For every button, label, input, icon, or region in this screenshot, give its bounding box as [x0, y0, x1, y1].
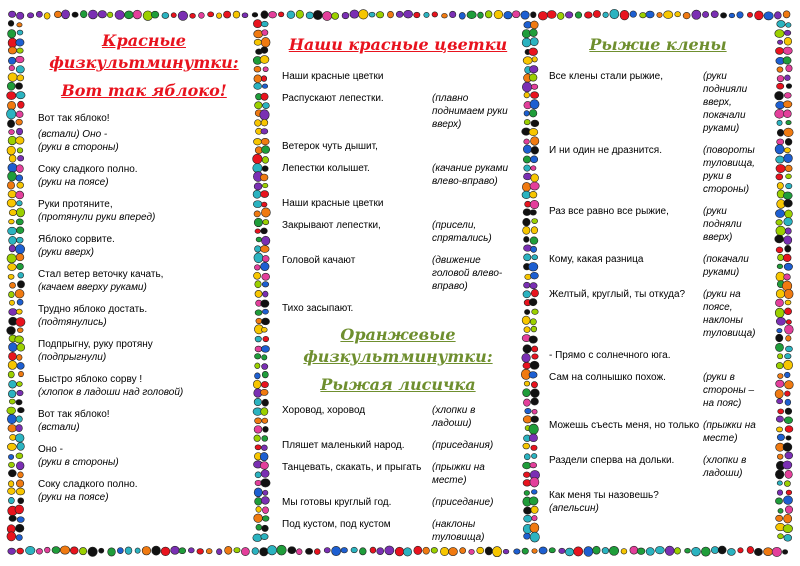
verse-line: Наши красные цветки — [282, 198, 384, 209]
verse-line: Соку сладкого полно. (руки на поясе) — [38, 479, 138, 503]
verse-line: Распускают лепестки. (плавно поднимаем руки вверх) — [282, 93, 508, 130]
column-red-flowers — [282, 30, 514, 553]
verse-line: Сам на солнышко похож. (руки в стороны – на пояс) — [549, 372, 755, 409]
verse-line: Вот так яблоко! (встали) — [38, 409, 110, 433]
verse-line: Подпрыгну, руку протяну (подпрыгнули) — [38, 339, 153, 363]
column-red-apple — [38, 30, 250, 513]
verse-line: Пляшет маленький народ. (приседания) — [282, 440, 494, 451]
verse-line: Как меня ты назовешь? (апельсин) — [549, 490, 659, 514]
poem-title-fox: Рыжая лисичка — [320, 375, 476, 394]
verse-line: Лепестки колышет. (качание руками влево-вправо) — [282, 163, 509, 187]
verse-line: Быстро яблоко сорву ! (хлопок в ладоши над головой) — [38, 374, 184, 398]
verse-line: Танцевать, скакать, и прыгать (прыжки на месте) — [282, 462, 485, 486]
verse-line: Кому, какая разница (покачали руками) — [549, 254, 749, 278]
verse-line: Ветерок чуть дышит, — [282, 141, 378, 152]
column-red-maples — [549, 30, 767, 524]
verse-line: (встали) Оно - (руки в стороны) — [38, 129, 119, 153]
verse-line: Можешь съесть меня, но только (прыжки на месте) — [549, 420, 756, 444]
verse-line: Под кустом, под кустом (наклоны туловища) — [282, 519, 485, 543]
verse-line: Вот так яблоко! — [38, 113, 110, 124]
verse-line: Трудно яблоко достать. (подтянулись) — [38, 304, 148, 328]
verse-line: Оно - (руки в стороны) — [38, 444, 119, 468]
verse-line: - Прямо с солнечного юга. — [549, 350, 671, 361]
verse-line: Раз все равно все рыжие, (руки подняли вверх) — [549, 206, 742, 243]
poem-title-maples: Рыжие клены — [589, 35, 727, 54]
verse-line: Тихо засыпают. — [282, 303, 354, 314]
verse-line: Закрывают лепестки, (присели, спрятались) — [282, 220, 492, 244]
section-title-red-exercises: Красные физкультминутки: — [49, 31, 239, 72]
poem-title-apple: Вот так яблоко! — [61, 81, 227, 100]
verse-line: Соку сладкого полно. (руки на поясе) — [38, 164, 138, 188]
poem-title-red-flowers: Наши красные цветки — [288, 35, 508, 54]
verse-line: Головой качают (движение головой влево-вправо) — [282, 255, 503, 292]
verse-line: Руки протяните, (протянули руки вперед) — [38, 199, 156, 223]
section-title-orange-exercises: Оранжевые физкультминутки: — [303, 325, 493, 366]
verse-line: Все клены стали рыжие, (руки поднияли вверх, покачали руками) — [549, 71, 748, 134]
verse-line: Наши красные цветки — [282, 71, 384, 82]
verse-line: Хоровод, хоровод (хлопки в ладоши) — [282, 405, 476, 429]
verse-line: И ни один не дразнится. (повороты туловища, руки в стороны) — [549, 145, 755, 195]
verse-line: Яблоко сорвите. (руки вверх) — [38, 234, 115, 258]
verse-line: Стал ветер веточку качать, (качаем вверху руками) — [38, 269, 164, 293]
verse-line: Раздели сперва на дольки. (хлопки в ладоши) — [549, 455, 747, 479]
verse-line: Желтый, круглый, ты откуда? (руки на поясе, наклоны туловища) — [549, 289, 756, 339]
verse-line: Мы готовы круглый год. (приседание) — [282, 497, 494, 508]
